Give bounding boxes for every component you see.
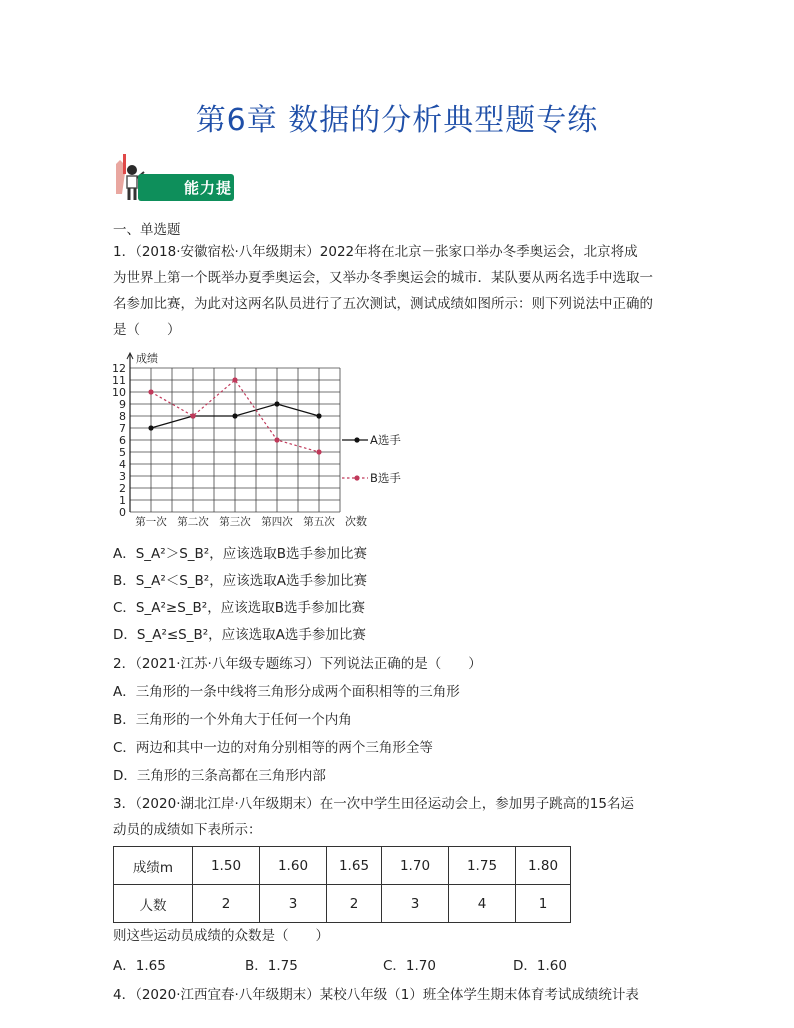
table-cell: 1.70 xyxy=(382,847,449,885)
legend-marker xyxy=(354,475,359,480)
y-tick-label: 2 xyxy=(119,482,126,495)
q1-line-1: 1．（2018·安徽宿松·八年级期末）2022年将在北京－张家口举办冬季奥运会，北京将成 xyxy=(113,244,638,260)
q3-line-2: 动员的成绩如下表所示： xyxy=(113,822,262,838)
q2-stem: 2．（2021·江苏·八年级专题练习）下列说法正确的是（ ） xyxy=(113,656,482,672)
y-axis-label: 成绩 xyxy=(136,352,158,365)
x-tick-label: 第五次 xyxy=(303,516,335,528)
score-table xyxy=(113,846,571,923)
q2-option-b: B．三角形的一个外角大于任何一个内角 xyxy=(113,712,352,728)
data-point xyxy=(274,437,279,442)
q3-line-1: 3．（2020·湖北江岸·八年级期末）在一次中学生田径运动会上，参加男子跳高的15名运 xyxy=(113,796,634,812)
y-tick-label: 9 xyxy=(119,398,126,411)
table-cell: 1.75 xyxy=(449,847,516,885)
legend-marker xyxy=(354,437,359,442)
y-tick-label: 10 xyxy=(112,386,126,399)
q3-option-a: A．1.65 xyxy=(113,958,166,974)
y-tick-label: 5 xyxy=(119,446,126,459)
data-point xyxy=(148,425,153,430)
y-tick-label: 4 xyxy=(119,458,126,471)
section-heading: 一、单选题 xyxy=(113,222,181,238)
legend-label: A选手 xyxy=(370,433,401,447)
y-tick-label: 11 xyxy=(112,374,126,387)
q2-option-a: A．三角形的一条中线将三角形分成两个面积相等的三角形 xyxy=(113,684,460,700)
q1-line-2: 为世界上第一个既举办夏季奥运会，又举办冬季奥运会的城市．某队要从两名选手中选取一 xyxy=(113,270,653,286)
ability-badge xyxy=(110,150,240,218)
badge-box xyxy=(138,174,234,218)
table-cell: 1.80 xyxy=(516,847,571,885)
table-row xyxy=(114,847,571,885)
table-cell: 2 xyxy=(193,885,260,923)
y-tick-label: 12 xyxy=(112,362,126,375)
table-cell: 4 xyxy=(449,885,516,923)
q1-option-c: C．S_A²≥S_B²，应该选取B选手参加比赛 xyxy=(113,600,365,616)
q1-line-4: 是（ ） xyxy=(113,322,181,338)
page-title: 第6章 数据的分析典型题专练 xyxy=(195,103,599,138)
table-cell: 2 xyxy=(327,885,382,923)
data-point xyxy=(316,449,321,454)
data-point xyxy=(148,389,153,394)
data-point xyxy=(274,401,279,406)
y-tick-label: 1 xyxy=(119,494,126,507)
q2-option-c: C．两边和其中一边的对角分别相等的两个三角形全等 xyxy=(113,740,433,756)
table-cell: 1.50 xyxy=(193,847,260,885)
x-tick-label: 第三次 xyxy=(219,516,251,528)
y-tick-label: 7 xyxy=(119,422,126,435)
table-cell: 3 xyxy=(260,885,327,923)
q3-option-d: D．1.60 xyxy=(513,958,567,974)
q4-stem: 4．（2020·江西宜春·八年级期末）某校八年级（1）班全体学生期末体育考试成绩统计表 xyxy=(113,987,639,1003)
badge-label: 能力提升 xyxy=(184,179,233,218)
y-tick-label: 8 xyxy=(119,410,126,423)
table-cell: 3 xyxy=(382,885,449,923)
x-tick-label: 第一次 xyxy=(135,516,167,528)
y-tick-label: 3 xyxy=(119,470,126,483)
table-cell: 1 xyxy=(516,885,571,923)
score-line-chart xyxy=(110,345,420,535)
data-point xyxy=(190,413,195,418)
legend-label: B选手 xyxy=(370,471,401,485)
x-tick-label: 第四次 xyxy=(261,516,293,528)
x-axis-label: 次数 xyxy=(345,515,367,528)
q3-option-b: B．1.75 xyxy=(245,958,298,974)
table-cell: 成绩m xyxy=(114,847,193,885)
y-tick-label: 0 xyxy=(119,506,126,519)
data-point xyxy=(232,377,237,382)
table-row xyxy=(114,885,571,923)
y-tick-label: 6 xyxy=(119,434,126,447)
data-point xyxy=(232,413,237,418)
table-cell: 人数 xyxy=(114,885,193,923)
data-point xyxy=(316,413,321,418)
q1-line-3: 名参加比赛，为此对这两名队员进行了五次测试，测试成绩如图所示：则下列说法中正确的 xyxy=(113,296,653,312)
q3-question: 则这些运动员成绩的众数是（ ） xyxy=(113,928,329,944)
x-tick-label: 第二次 xyxy=(177,516,209,528)
table-cell: 1.60 xyxy=(260,847,327,885)
q1-option-d: D．S_A²≤S_B²，应该选取A选手参加比赛 xyxy=(113,627,366,643)
q1-option-a: A．S_A²＞S_B²，应该选取B选手参加比赛 xyxy=(113,546,367,562)
q2-option-d: D．三角形的三条高都在三角形内部 xyxy=(113,768,326,784)
q1-option-b: B．S_A²＜S_B²，应该选取A选手参加比赛 xyxy=(113,573,367,589)
table-cell: 1.65 xyxy=(327,847,382,885)
q3-option-c: C．1.70 xyxy=(383,958,436,974)
